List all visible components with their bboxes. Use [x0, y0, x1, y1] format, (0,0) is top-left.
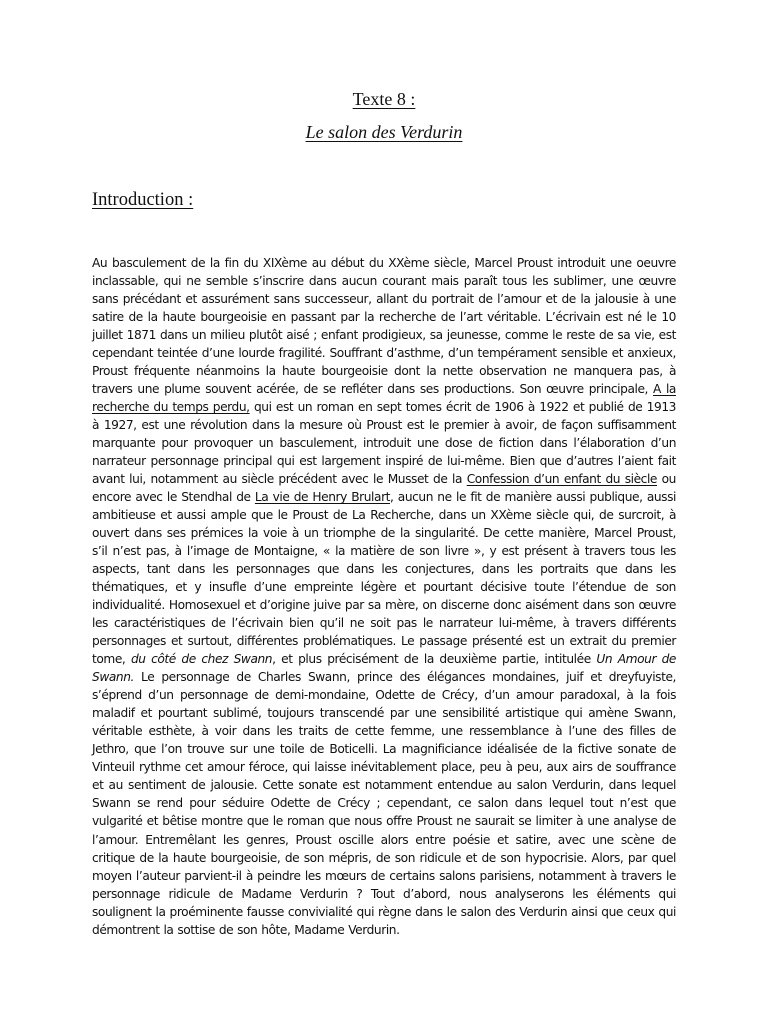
document-title: Texte 8 :: [352, 89, 416, 109]
book-title-recherche: A la recherche du temps perdu,: [92, 382, 676, 415]
section-heading-introduction: Introduction :: [92, 190, 194, 210]
paragraph-run: ou encore avec le Stendhal de: [92, 472, 676, 505]
document-subtitle: Le salon des Verdurin: [305, 122, 463, 142]
paragraph-run: Au basculement de la fin du XIXème au début du XXème siècle, Marcel Proust introduit une oeuvre inclassable, qui ne semble s’inscrire dans aucun courant mais paraît tous les sublimer, une œuvre sans précédant et assurément sans successeur, allant du portrait de l’amour et de la jalousie à une satire de la haute bourgeoisie en passant par la recherche de l’art véritable. L’écrivain est né le 10 juillet 1871 dans un milieu plutôt aisé ; enfant prodigieux, sa jeunesse, comme le reste de sa vie, est cependant teintée d’une lourde fragilité. Souffrant d’asthme, d’un tempérament sensible et anxieux, Proust fréquente néanmoins la haute bourgeoisie dont la nette observation ne manquera pas, à travers une plume souvent acérée, de se refléter dans ses productions. Son œuvre principale,: [92, 256, 676, 397]
paragraph-run: , aucun ne le fit de manière aussi publique, aussi ambitieuse et aussi ample que le Proust de La Recherche, dans un XXème siècle qui, de surcroit, à ouvert dans ses prémices la voie à un triomphe de la singularité. De cette manière, Marcel Proust, s’il n’est pas, à l’image de Montaigne, « la matière de son livre », y est présent à travers tous les aspects, tant dans les personnages que dans les conjectures, dans les portraits que dans les thématiques, et y insufle d’une empreinte légère et pourtant décisive toute l’étendue de son individualité. Homosexuel et d’origine juive par sa mère, on discerne donc aisément dans son œuvre les caractéristiques de l’écrivain bien qu’il ne soit pas le narrateur lui-même, à travers différents personnages et surtout, différentes problématiques. Le passage présenté est un extrait du premier tome,: [92, 490, 676, 667]
paragraph-run: qui est un roman en sept tomes écrit de 1906 à 1922 et publié de 1913 à 1927, est une révolution dans la mesure où Proust est le premier à avoir, de façon suffisamment marquante pour provoquer un basculement, introduit une dose de fiction dans l’élaboration d’un narrateur personnage principal qui est largement inspiré de lui-même. Bien que d’autres l’aient fait avant lui, notamment au siècle précédent avec le Musset de la: [92, 400, 676, 487]
part-title-amour-de-swann: Un Amour de Swann.: [92, 652, 676, 685]
book-title-henry-brulart: La vie de Henry Brulart: [254, 490, 391, 505]
paragraph-run: Le personnage de Charles Swann, prince des élégances mondaines, juif et dreyfuyiste, s’éprend d’un personnage de demi-mondaine, Odette de Crécy, d’un amour paradoxal, à la fois maladif et pourtant sublimé, toujours transcendé par une sensibilité artistique qui amène Swann, véritable esthète, à voir dans les traits de cette femme, une ressemblance à l’une des filles de Jethro, que l’on trouve sur une toile de Boticelli. La magnificiance idéalisée de la fictive sonate de Vinteuil rythme cet amour féroce, qui laisse inévitablement place, peu à peu, aux airs de souffrance et au sentiment de jalousie. Cette sonate est notamment entendue au salon Verdurin, dans lequel Swann se rend pour séduire Odette de Crécy ; cependant, ce salon dans lequel tout n’est que vulgarité et bêtise montre que le roman que nous offre Proust ne saurait se limiter à une analyse de l’amour. Entremêlant les genres, Proust oscille alors entre poésie et satire, avec une scène de critique de la haute bourgeoisie, de son mépris, de son ridicule et de son hypocrisie. Alors, par quel moyen l’auteur parvient-il à peindre les mœurs de certains salons parisiens, notamment à travers le personnage ridicule de Madame Verdurin ? Tout d’abord, nous analyserons les éléments qui soulignent la proéminente fausse convivialité qui règne dans le salon des Verdurin ainsi que ceux qui démontrent la sottise de son hôte, Madame Verdurin.: [92, 670, 676, 937]
book-title-confession: Confession d’un enfant du siècle: [466, 472, 658, 487]
introduction-paragraph: [92, 254, 676, 939]
book-title-swann: du côté de chez Swann: [130, 652, 273, 667]
paragraph-run: , et plus précisément de la deuxième partie, intitulée: [272, 652, 597, 667]
